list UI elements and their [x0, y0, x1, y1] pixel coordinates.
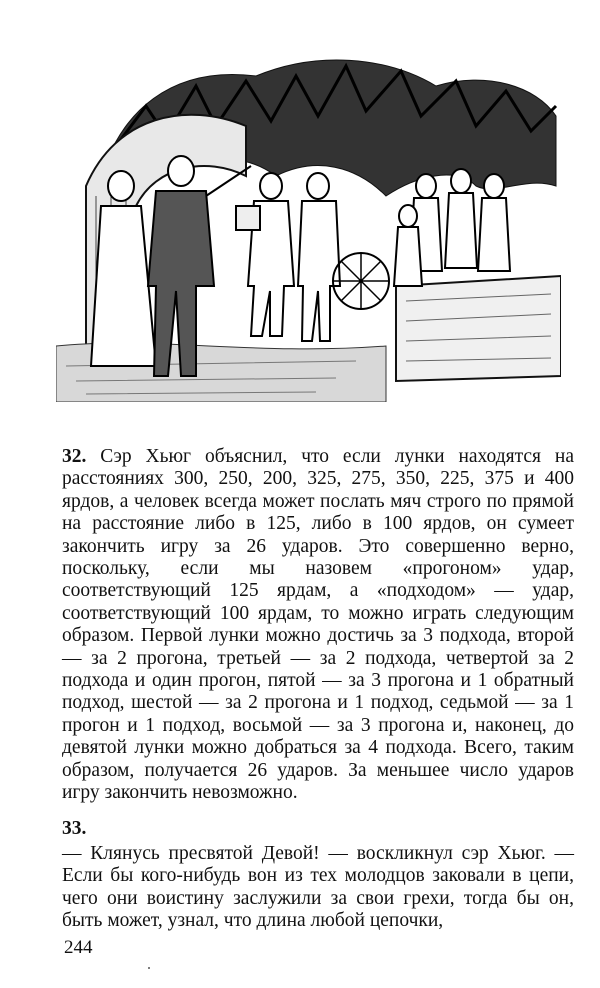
puzzle-33-text: — Клянусь пресвятой Девой! — воскликнул сэр Хьюг. — Если бы кого-нибудь вон из тех молодцов заковали в цепи, чего они воистину заслужили за свои грехи, тогда бы он, быть может, узнал, что длина любой цепочки,	[62, 843, 574, 932]
puzzle-32-number: 32.	[62, 446, 87, 467]
engraving-illustration-icon	[56, 46, 561, 402]
print-speck	[148, 967, 150, 969]
puzzle-32-solution	[62, 446, 574, 805]
puzzle-32-text: Сэр Хьюг объяснил, что если лунки находятся на расстояниях 300, 250, 200, 325, 275, 350, 225, 375 и 400 ярдов, а человек всегда может послать мяч строго по прямой на расстояние либо в 125, либо в 100 ярдов, он сумеет закончить игру за 26 ударов. Это совершенно верно, поскольку, если мы назовем «прогоном» удар, соответствующий 125 ярдам, а «подходом» — удар, соответствующий 100 ярдам, то можно играть следующим образом. Первой лунки можно достичь за 3 подхода, второй — за 2 прогона, третьей — за 2 подхода, четвертой за 2 подхода и один прогон, пятой — за 3 прогона и 1 обратный подход, шестой — за 2 прогона и 1 подход, седьмой — за 1 прогон и 1 подход, восьмой — за 3 прогона и, наконец, до девятой лунки можно добраться за 4 подхода. Всего, таким образом, получается 26 ударов. За меньшее число ударов игру закончить невозможно.	[62, 446, 574, 804]
puzzle-33-number: 33.	[62, 818, 87, 839]
page-number: 244	[64, 937, 93, 958]
engraving-illustration	[56, 46, 561, 402]
